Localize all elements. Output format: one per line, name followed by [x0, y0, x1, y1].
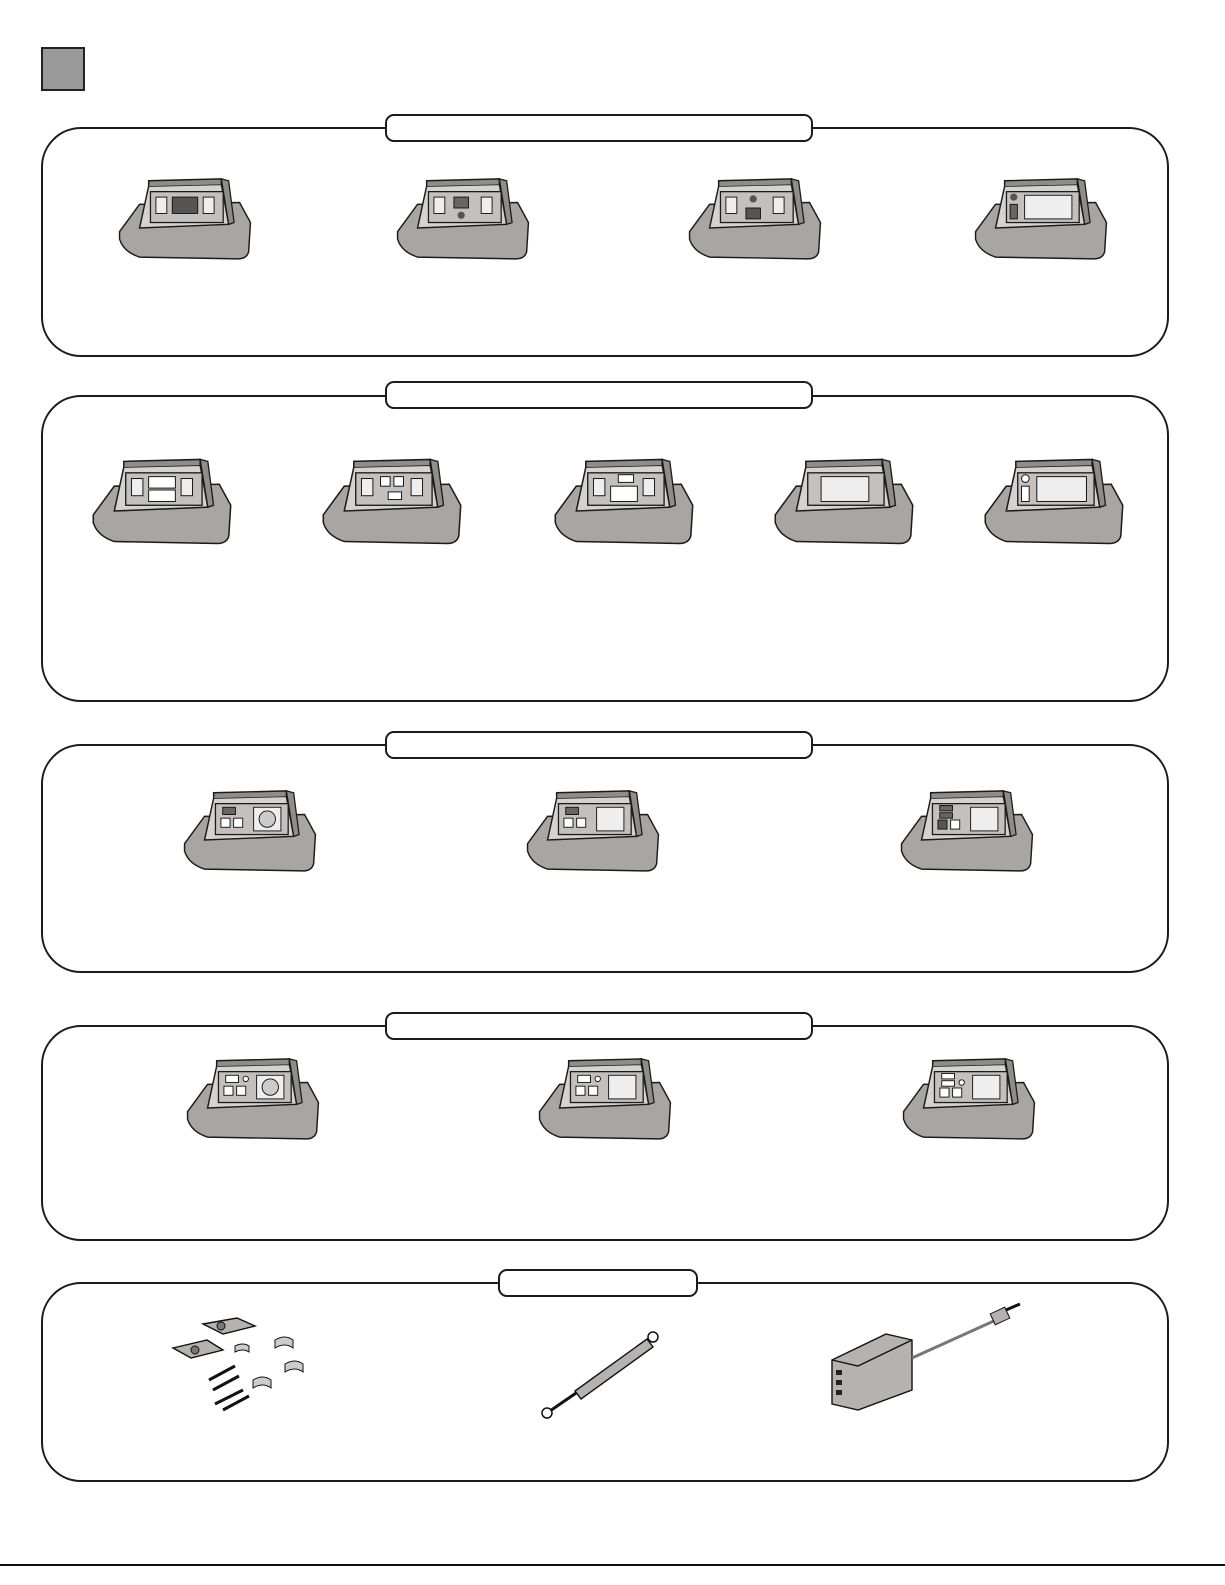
- popup-outlet-icon: [764, 448, 924, 553]
- group-5-title-tab: [498, 1269, 698, 1297]
- popup-outlet-icon: [82, 448, 242, 553]
- popup-outlet-icon: [312, 448, 472, 553]
- gas-spring-icon: [535, 1325, 670, 1425]
- section-marker-square: [41, 47, 85, 91]
- popup-outlet-icon: [530, 1048, 680, 1148]
- popup-outlet-icon: [680, 168, 830, 268]
- popup-outlet-icon: [894, 1048, 1044, 1148]
- group-2-title-tab: [385, 381, 813, 409]
- group-1-title-tab: [385, 114, 813, 142]
- group-4-title-tab: [385, 1012, 813, 1040]
- mounting-hardware-icon: [165, 1310, 335, 1430]
- popup-outlet-icon: [175, 780, 325, 880]
- popup-outlet-icon: [518, 780, 668, 880]
- usb-power-adapter-icon: [826, 1298, 1026, 1418]
- group-3-title-tab: [385, 731, 813, 759]
- page-bottom-rule: [0, 1564, 1225, 1566]
- popup-outlet-icon: [110, 168, 260, 268]
- popup-outlet-icon: [974, 448, 1134, 553]
- popup-outlet-icon: [966, 168, 1116, 268]
- popup-outlet-icon: [178, 1048, 328, 1148]
- popup-outlet-icon: [892, 780, 1042, 880]
- popup-outlet-icon: [388, 168, 538, 268]
- popup-outlet-icon: [544, 448, 704, 553]
